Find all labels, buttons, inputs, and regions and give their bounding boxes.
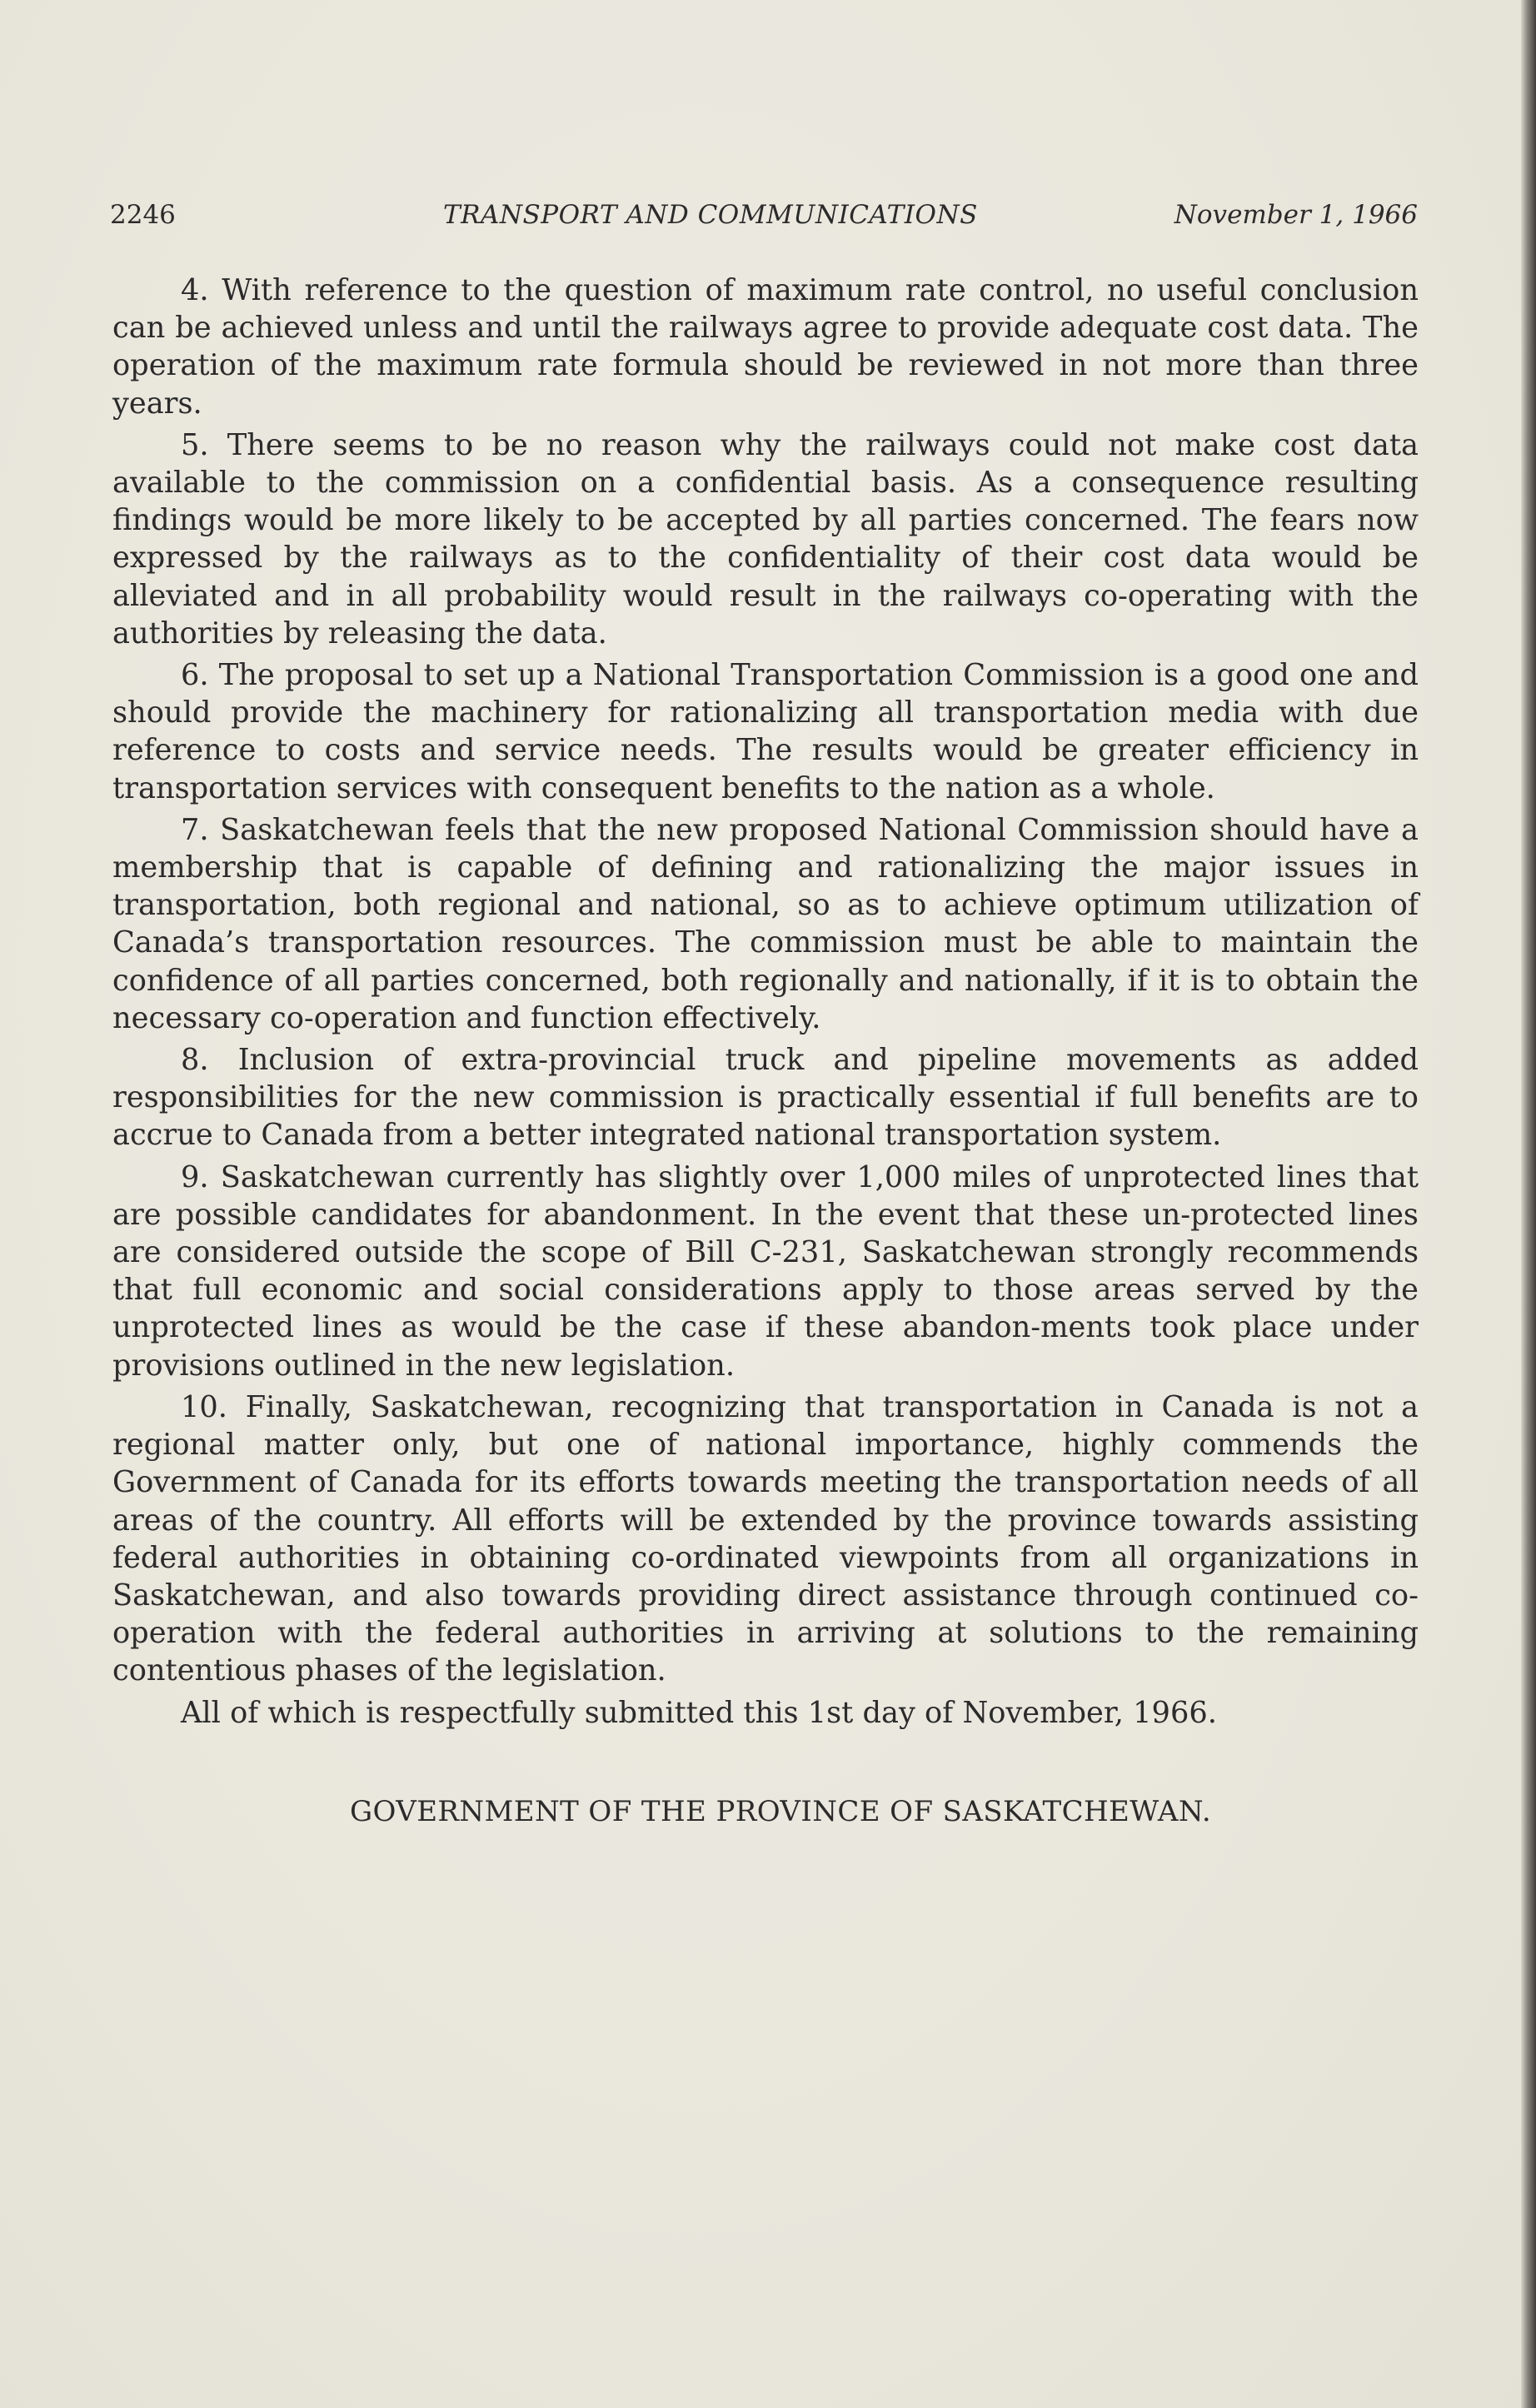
running-title: TRANSPORT AND COMMUNICATIONS <box>443 200 978 230</box>
paragraph-4: 4. With reference to the question of maximum rate control, no useful conclusion can be achieved unless and until the railways agree to provide adequate cost data. The operation of the maximum rate formula should be reviewed in not more than three years. <box>112 273 1419 421</box>
closing-statement: All of which is respectfully submitted this 1st day of November, 1966. <box>181 1695 1217 1730</box>
paragraph-9: 9. Saskatchewan currently has slightly over 1,000 miles of unprotected lines that are possible candidates for abandonment. In the event that these un-protected lines are considered outside the scope of Bill C-231, Saskatchewan strongly recommends that full economic and social considerations apply to those areas served by the unprotected lines as would be the case if these abandon-ments took place under provisions outlined in the new legislation. <box>112 1159 1419 1383</box>
paragraph-5: 5. There seems to be no reason why the railways could not make cost data available to the commission on a confidential basis. As a consequence resulting findings would be more likely to be accepted by all parties concerned. The fears now expressed by the railways as to the confidentiality of their cost data would be alleviated and in all probability would result in the railways co-operating with the authorities by releasing the data. <box>112 427 1419 651</box>
book-spine-edge <box>1521 0 1536 2408</box>
body-text <box>112 272 1419 1736</box>
page-header <box>110 200 1418 238</box>
paragraph-10: 10. Finally, Saskatchewan, recognizing that transportation in Canada is not a regional matter only, but one of national importance, highly commends the Government of Canada for its efforts towards meeting the transportation needs of all areas of the country. All efforts will be extended by the province towards assisting federal authorities in obtaining co-ordinated viewpoints from all organizations in Saskatchewan, and also towards providing direct assistance through continued co-operation with the federal authorities in arriving at solutions to the remaining contentious phases of the legislation. <box>112 1389 1419 1688</box>
paragraph-7: 7. Saskatchewan feels that the new proposed National Commission should have a membership that is capable of defining and rationalizing the major issues in transportation, both regional and national, so as to achieve optimum utilization of Canada’s transportation resources. The commission must be able to maintain the confidence of all parties concerned, both regionally and nationally, if it is to obtain the necessary co-operation and function effectively. <box>112 812 1419 1035</box>
paragraph-8: 8. Inclusion of extra-provincial truck and pipeline movements as added responsibilities for the new commission is practically essential if full benefits are to accrue to Canada from a better integrated national transportation system. <box>112 1043 1419 1153</box>
header-date: November 1, 1966 <box>1174 200 1418 230</box>
paragraph-6: 6. The proposal to set up a National Transportation Commission is a good one and should provide the machinery for rationalizing all transportation media with due reference to costs and service needs. The results would be greater efficiency in transportation services with consequent benefits to the nation as a whole. <box>112 658 1419 805</box>
page-number: 2246 <box>110 200 176 230</box>
signature-line: GOVERNMENT OF THE PROVINCE OF SASKATCHEWAN. <box>350 1795 1212 1828</box>
